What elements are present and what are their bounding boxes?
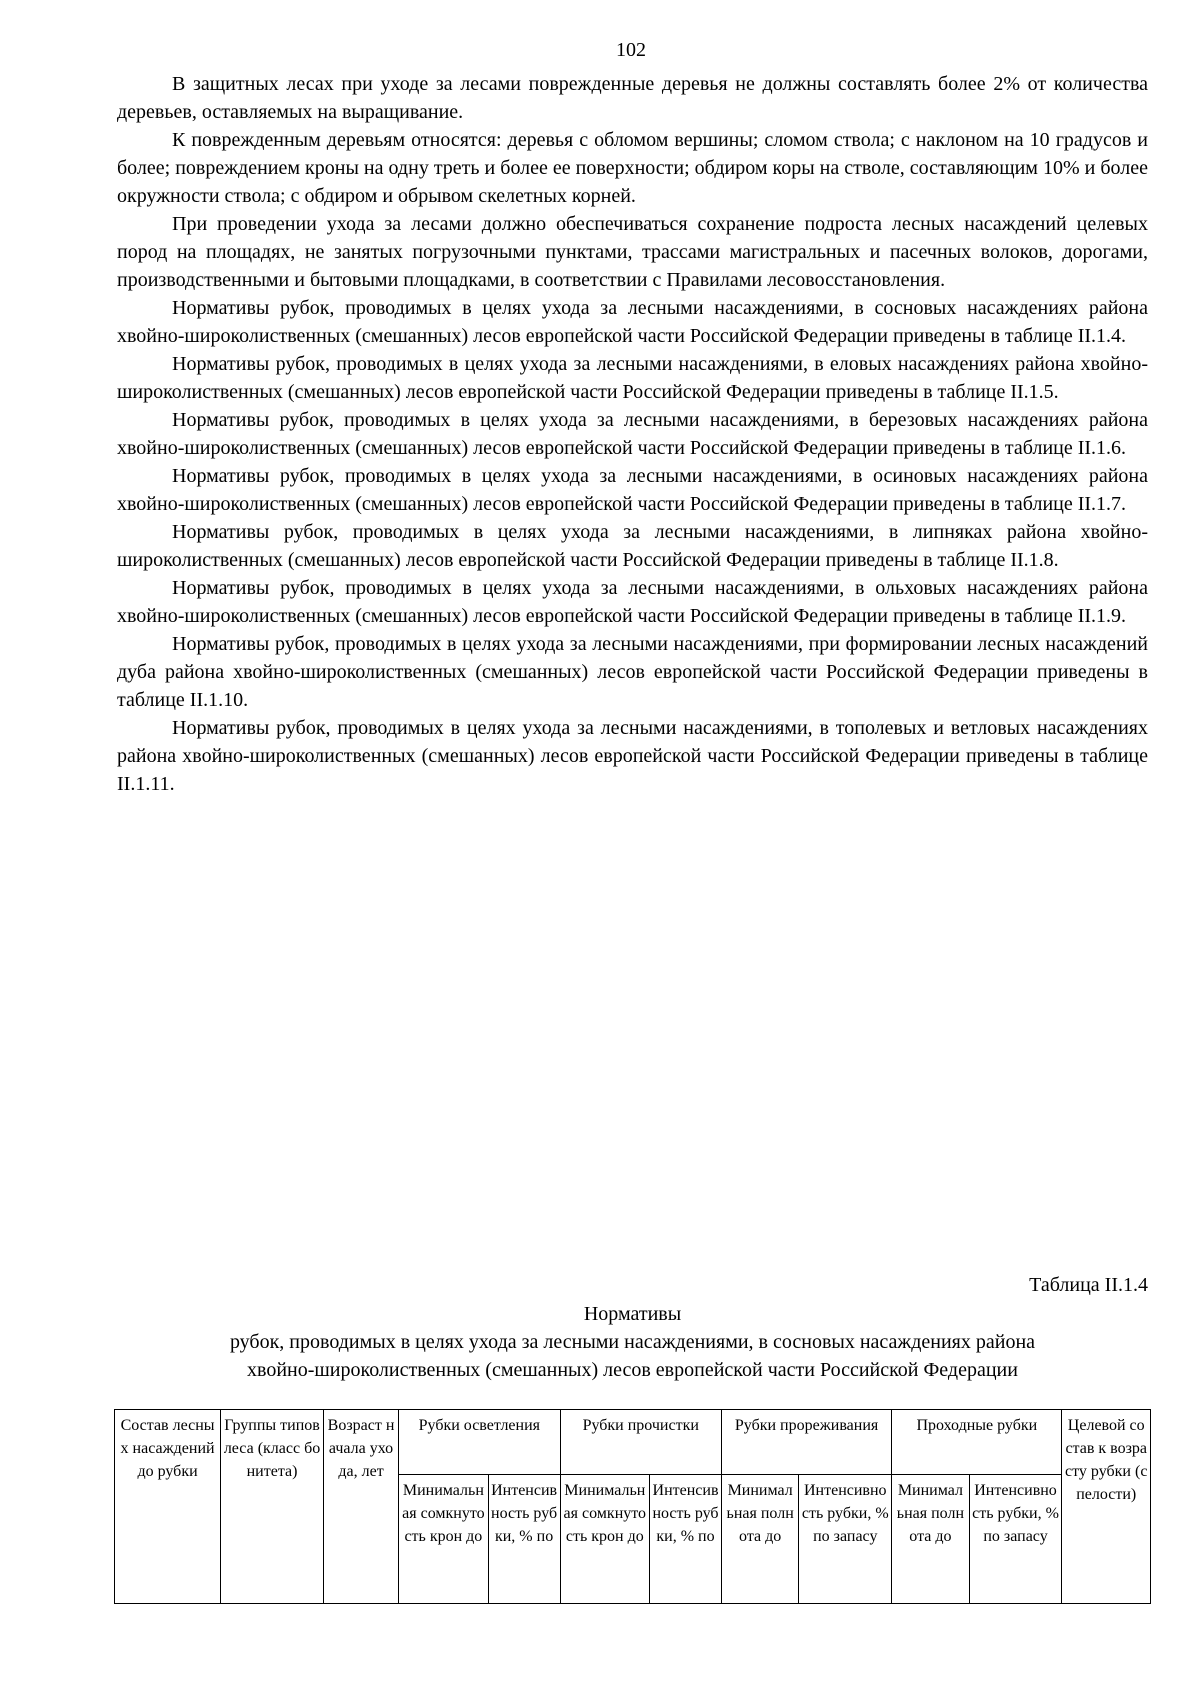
table-title-line: рубок, проводимых в целях ухода за лесными насаждениями, в сосновых насаждениях района [229,1331,1036,1353]
page-number: 102 [616,39,646,61]
header-passage: Проходные рубки [892,1410,1062,1475]
header-cleaning: Рубки прочистки [560,1410,721,1475]
header-lightening: Рубки осветления [399,1410,560,1475]
table-title [117,1300,1148,1384]
table-title-line: хвойно-широколиственных (смешанных) лесов европейской части Российской Федерации [247,1359,1018,1381]
header-intensity-stock: Интенсивность рубки, % по запасу [799,1475,892,1604]
paragraph: К поврежденным деревьям относятся: деревья с обломом вершины; сломом ствола; с наклоном на 10 градусов и более; повреждением кроны на одну треть и более ее поверхности; обдиром коры на стволе, составляющим 10% и более окружности ствола; с обдиром и обрывом скелетных корней. [117,129,1148,207]
paragraph: Нормативы рубок, проводимых в целях ухода за лесными насаждениями, в еловых насаждениях района хвойно-широколиственных (смешанных) лесов европейской части Российской Федерации приведены в таблице II.1.5. [117,353,1148,403]
paragraph: Нормативы рубок, проводимых в целях ухода за лесными насаждениями, в осиновых насаждениях района хвойно-широколиственных (смешанных) лесов европейской части Российской Федерации приведены в таблице II.1.7. [117,465,1148,515]
header-intensity-stock: Интенсивность рубки, % по запасу [969,1475,1062,1604]
table-number: Таблица II.1.4 [1029,1274,1148,1296]
header-start-age: Возраст начала ухода, лет [323,1410,398,1604]
header-min-crown-density: Минимальная сомкнутость крон до [399,1475,489,1604]
header-thinning: Рубки прореживания [721,1410,891,1475]
body-text [117,70,1148,798]
norms-table [114,1409,1151,1604]
paragraph: Нормативы рубок, проводимых в целях ухода за лесными насаждениями, в березовых насаждениях района хвойно-широколиственных (смешанных) лесов европейской части Российской Федерации приведены в таблице II.1.6. [117,409,1148,459]
table-title-line: Нормативы [583,1303,682,1325]
header-intensity: Интенсивность рубки, % по [650,1475,722,1604]
header-min-crown-density: Минимальная сомкнутость крон до [560,1475,650,1604]
header-target: Целевой состав к возрасту рубки (спелости) [1062,1410,1151,1604]
header-intensity: Интенсивность рубки, % по [488,1475,560,1604]
paragraph: В защитных лесах при уходе за лесами поврежденные деревья не должны составлять более 2% от количества деревьев, оставляемых на выращивание. [117,73,1148,123]
header-composition: Состав лесных насаждений до рубки [115,1410,221,1604]
header-min-fullness: Минимальная полнота до [721,1475,798,1604]
paragraph: Нормативы рубок, проводимых в целях ухода за лесными насаждениями, в липняках района хвойно-широколиственных (смешанных) лесов европейской части Российской Федерации приведены в таблице II.1.8. [117,521,1148,571]
paragraph: Нормативы рубок, проводимых в целях ухода за лесными насаждениями, в сосновых насаждениях района хвойно-широколиственных (смешанных) лесов европейской части Российской Федерации приведены в таблице II.1.4. [117,297,1148,347]
paragraph: Нормативы рубок, проводимых в целях ухода за лесными насаждениями, при формировании лесных насаждений дуба района хвойно-широколиственных (смешанных) лесов европейской части Российской Федерации приведены в таблице II.1.10. [117,633,1148,711]
header-min-fullness: Минимальная полнота до [892,1475,969,1604]
paragraph: При проведении ухода за лесами должно обеспечиваться сохранение подроста лесных насаждений целевых пород на площадях, не занятых погрузочными пунктами, трассами магистральных и пасечных волоков, дорогами, производственными и бытовыми площадками, в соответствии с Правилами лесовосстановления. [117,213,1148,291]
paragraph: Нормативы рубок, проводимых в целях ухода за лесными насаждениями, в ольховых насаждениях района хвойно-широколиственных (смешанных) лесов европейской части Российской Федерации приведены в таблице II.1.9. [117,577,1148,627]
paragraph: Нормативы рубок, проводимых в целях ухода за лесными насаждениями, в тополевых и ветловых насаждениях района хвойно-широколиственных (смешанных) лесов европейской части Российской Федерации приведены в таблице II.1.11. [117,717,1148,795]
header-forest-types: Группы типов леса (класс бонитета) [221,1410,324,1604]
